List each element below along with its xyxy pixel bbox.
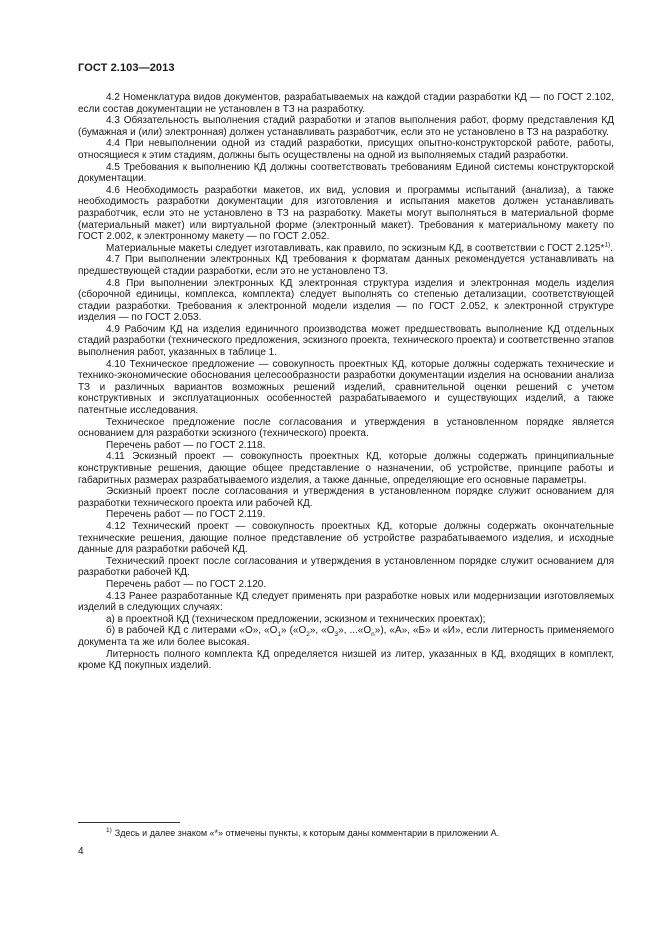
- paragraph-draft-project-basis: Эскизный проект после согласования и утверждения в установленном порядке служит основанием для разработки технического проекта или рабочей КД.: [78, 486, 614, 509]
- paragraph-4-13: 4.13 Ранее разработанные КД следует применять при разработке новых или модернизации изготовляемых изделий в следующих случаях:: [78, 590, 614, 614]
- list-item-b-text-5: »), «А», «Б» и «И», если литерность применяемого документа та же или более высокая.: [78, 625, 614, 648]
- document-header: ГОСТ 2.103—2013: [78, 62, 175, 74]
- paragraph-4-12: 4.12 Технический проект — совокупность проектных КД, которые должны содержать окончательные технические решения, дающие полное представление об устройстве разрабатываемого изделия, и исходные данные для разработки рабочей КД.: [78, 520, 614, 556]
- paragraph-4-6: 4.6 Необходимость разработки макетов, их вид, условия и программы испытаний (анализа), а также необходимость разработки документации для изготовления и испытания макетов должен устанавливать разработчик, если это не установлено в ТЗ на разработку. Макеты могут выполняться в материальной форме (материальный макет) или виртуальной форме (электронный макет). Требования к материальному макету по ГОСТ 2.002, к электронному макету — по ГОСТ 2.052.: [78, 184, 614, 243]
- paragraph-4-7: 4.7 При выполнении электронных КД требования к форматам данных рекомендуется устанавливать на предшествующей стадии разработки, если это не установлено ТЗ.: [78, 254, 614, 277]
- paragraph-4-8: 4.8 При выполнении электронных КД электронная структура изделия и электронная модель изделия (сборочной единицы, комплекса, комплекта) следует выполнять со степенью детализации, соответствующей стадии разработки. Требования к электронной модели изделия — по ГОСТ 2.052, к электронной структуре изделия — по ГОСТ 2.053.: [78, 277, 614, 324]
- paragraph-4-3: 4.3 Обязательность выполнения стадий разработки и этапов выполнения работ, форму представления КД (бумажная и (или) электронная) должен устанавливать разработчик, если это не установлено в ТЗ на разработку.: [78, 115, 614, 138]
- footnote-text: Здесь и далее знаком «*» отмечены пункты, к которым даны комментарии в приложении А.: [114, 828, 500, 838]
- paragraph-work-list-2-120: Перечень работ — по ГОСТ 2.120.: [106, 578, 267, 590]
- paragraph-tech-project-basis: Технический проект после согласования и утверждения в установленном порядке служит основанием для разработки рабочей КД.: [78, 555, 614, 579]
- list-item-b-text-4: », ...«О: [338, 625, 372, 637]
- footnote-separator: [78, 822, 180, 823]
- paragraph-literacy: Литерность полного комплекта КД определяется низшей из литер, указанных в КД, входящих в комплект, кроме КД покупных изделий.: [78, 648, 614, 672]
- subscript-1: 1: [277, 631, 282, 639]
- list-item-b: [78, 625, 614, 648]
- subscript-n: n: [371, 631, 375, 639]
- material-models-end: .: [610, 242, 613, 254]
- document-body: [78, 92, 614, 672]
- paragraph-4-10: 4.10 Техническое предложение — совокупность проектных КД, которые должны содержать технические и технико-экономические обоснования целесообразности разработки документации изделия на основании анализа ТЗ и различных вариантов возможных решений изделий, сравнительной оценки решений с учетом конструктивных и эксплуатационных особенностей разрабатываемого и существующих изделий, а также патентные исследования.: [78, 358, 614, 417]
- footnote-reference: 1): [604, 241, 611, 249]
- paragraph-4-9: 4.9 Рабочим КД на изделия единичного производства может предшествовать выполнение КД отдельных стадий разработки (технического предложения, эскизного проекта, технического проекта) и соответственно этапов выполнения работ, указанных в таблице 1.: [78, 323, 614, 359]
- list-item-b-text-3: », «О: [309, 625, 335, 637]
- list-item-b-text-2: » («О: [281, 625, 307, 637]
- subscript-2: 2: [306, 631, 310, 639]
- page-number: 4: [78, 846, 84, 857]
- subscript-3: 3: [334, 631, 339, 639]
- list-item-a: а) в проектной КД (техническом предложении, эскизном и технических проектах);: [106, 613, 486, 625]
- footnote: [106, 828, 499, 839]
- paragraph-work-list-2-119: Перечень работ — по ГОСТ 2.119.: [106, 509, 266, 521]
- paragraph-4-5: 4.5 Требования к выполнению КД должны соответствовать требованиям Единой системы конструкторской документации.: [78, 161, 614, 185]
- paragraph-4-2: 4.2 Номенклатура видов документов, разрабатываемых на каждой стадии разработки КД — по ГОСТ 2.102, если состав документации не установлен в ТЗ на разработку.: [78, 92, 614, 115]
- paragraph-4-4: 4.4 При невыполнении одной из стадий разработки, присущих опытно-конструкторской работе, работы, относящиеся к этим стадиям, должны быть осуществлены на одной из выполняемых стадий разработки.: [78, 138, 614, 161]
- paragraph-4-11: 4.11 Эскизный проект — совокупность проектных КД, которые должны содержать принципиальные конструктивные решения, дающие общее представление о назначении, об устройстве, принципе работы и габаритных размерах разрабатываемого изделия, а также данные, определяющие его основные параметры.: [78, 451, 614, 486]
- list-item-b-text-1: б) в рабочей КД с литерами «О», «О: [106, 625, 278, 637]
- paragraph-tech-proposal-basis: Техническое предложение после согласования и утверждения в установленном порядке является основанием для разработки эскизного (технического) проекта.: [78, 416, 614, 440]
- paragraph-material-models: [78, 243, 614, 255]
- material-models-text: Материальные макеты следует изготавливать, как правило, по эскизным КД, в соответствии с ГОСТ 2.125*: [106, 242, 605, 254]
- footnote-mark: 1): [106, 827, 112, 834]
- paragraph-work-list-2-118: Перечень работ — по ГОСТ 2.118.: [106, 439, 266, 451]
